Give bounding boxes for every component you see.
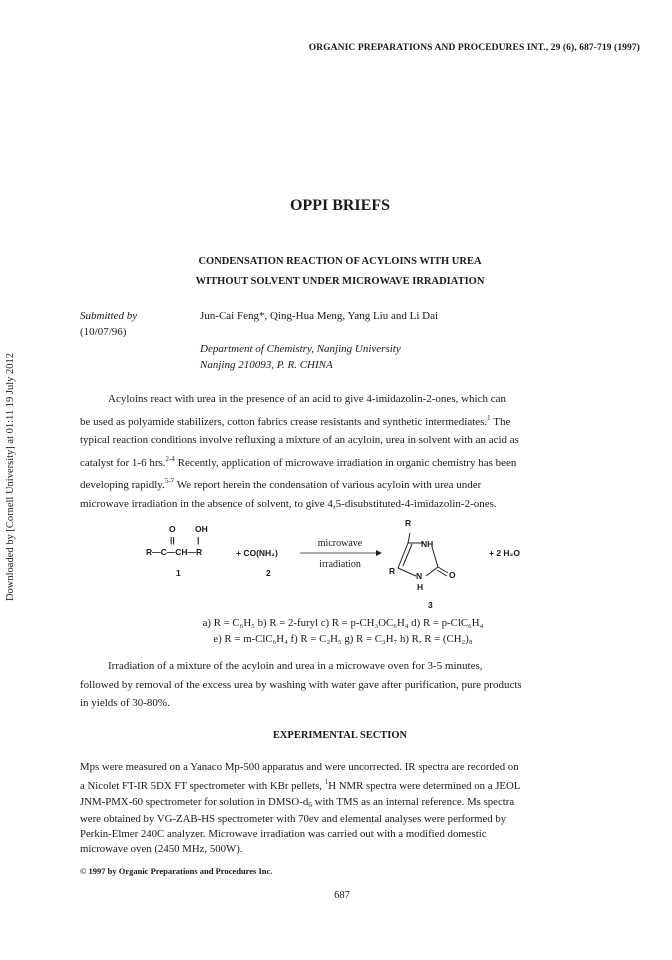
substituents-line2: e) R = m-ClC₆H₄ f) R = C₂H₅ g) R = C₃H₇ h) R, R = (CH₂)₈	[213, 633, 473, 645]
intro-line: developing rapidly.$^{5-7}$ We report herein the condensation of various acyloin with urea under	[80, 477, 482, 491]
ring-r-top: R	[405, 518, 412, 528]
scheme-oh-label: OH	[195, 524, 208, 534]
imidazolinone-ring	[390, 520, 470, 600]
intro-line: Acyloins react with urea in the presence of an acid to give 4-imidazolin-2-ones, which can	[108, 393, 506, 405]
page-number: 687	[334, 890, 350, 901]
ring-o-label: O	[449, 570, 456, 580]
journal-header: ORGANIC PREPARATIONS AND PROCEDURES INT., 29 (6), 687-719 (1997)	[308, 43, 640, 53]
experimental-heading: EXPERIMENTAL SECTION	[272, 730, 408, 741]
compound-2-label: 2	[266, 568, 271, 578]
section-title: OPPI BRIEFS	[289, 197, 390, 214]
intro-line: microwave irradiation in the absence of solvent, to give 4,5-disubstituted-4-imidazolin-2-ones.	[80, 497, 497, 510]
ring-nh-label: NH	[421, 539, 434, 549]
compound-3-label: 3	[428, 600, 433, 610]
ring-r-left: R	[389, 566, 396, 576]
scheme-double-bond: ||	[170, 535, 175, 545]
irradiation-line: followed by removal of the excess urea by washing with water gave after purification, pure products	[80, 678, 522, 691]
scheme-o-label: O	[169, 524, 176, 534]
scheme-single-bond: |	[197, 535, 200, 545]
article-title-line2: WITHOUT SOLVENT UNDER MICROWAVE IRRADIATION	[195, 276, 485, 287]
intro-line: typical reaction conditions involve refluxing a mixture of an acyloin, urea in solvent with an acid as	[80, 434, 519, 446]
irradiation-line: in yields of 30-80%.	[80, 697, 170, 709]
arrow-bottom-label: irradiation	[319, 559, 361, 570]
experimental-paragraph	[80, 760, 610, 858]
ring-n-label: N	[416, 571, 423, 581]
download-watermark: Downloaded by [Cornell University] at 01:11 19 July 2012	[5, 352, 16, 602]
intro-line: catalyst for 1-6 hrs.$^{2-4}$ Recently, application of microwave irradiation in organic chemistry has been	[80, 454, 517, 469]
arrow-top-label: microwave	[317, 538, 363, 549]
submitted-by-label: Submitted by	[80, 310, 138, 322]
intro-paragraph	[80, 390, 610, 513]
experimental-line: a Nicolet FT-IR 5DX FT spectrometer with KBr pellets, $^1$H NMR spectra were determined on a JEOL	[80, 778, 521, 793]
acyloin-formula: R—C—CH—R	[146, 547, 203, 557]
article-title-line1: CONDENSATION REACTION OF ACYLOINS WITH UREA	[198, 256, 482, 267]
experimental-line: Mps were measured on a Yanaco Mp-500 apparatus and were uncorrected. IR spectra are recorded on	[80, 761, 519, 773]
experimental-line: were obtained by VG-ZAB-HS spectrometer with 70ev and elemental analyses were performed by	[80, 812, 507, 825]
affiliation-line2: Nanjing 210093, P. R. CHINA	[200, 359, 333, 371]
compound-1-label: 1	[176, 568, 181, 578]
intro-line: be used as polyamide stabilizers, cotton fabrics crease resistants and synthetic intermediates.$^1$ The	[80, 413, 511, 428]
experimental-line: JNM-PMX-60 spectrometer for solution in DMSO-$d_6$ with TMS as an internal reference. Ms spectra	[80, 795, 515, 809]
irradiation-line: Irradiation of a mixture of the acyloin and urea in a microwave oven for 3-5 minutes,	[108, 660, 483, 672]
copyright-footer: © 1997 by Organic Preparations and Procedures Inc.	[80, 866, 273, 876]
urea-formula: + CO(NH₂)	[236, 548, 278, 558]
experimental-line: Perkin-Elmer 240C analyzer. Microwave irradiation was carried out with a modified domestic	[80, 828, 487, 841]
water-byproduct: + 2 H₂O	[489, 548, 520, 558]
reaction-arrow	[300, 549, 382, 557]
affiliation-line1: Department of Chemistry, Nanjing University	[200, 343, 401, 355]
irradiation-paragraph	[80, 657, 610, 713]
ring-h-label: H	[417, 582, 424, 592]
experimental-line: microwave oven (2450 MHz, 500W).	[80, 843, 243, 856]
submitted-date: (10/07/96)	[80, 326, 127, 338]
authors: Jun-Cai Feng*, Qing-Hua Meng, Yang Liu and Li Dai	[200, 310, 439, 322]
substituents-line1: a) R = C₆H₅ b) R = 2-furyl c) R = p-CH₃OC₆H₄ d) R = p-ClC₆H₄	[202, 617, 484, 629]
